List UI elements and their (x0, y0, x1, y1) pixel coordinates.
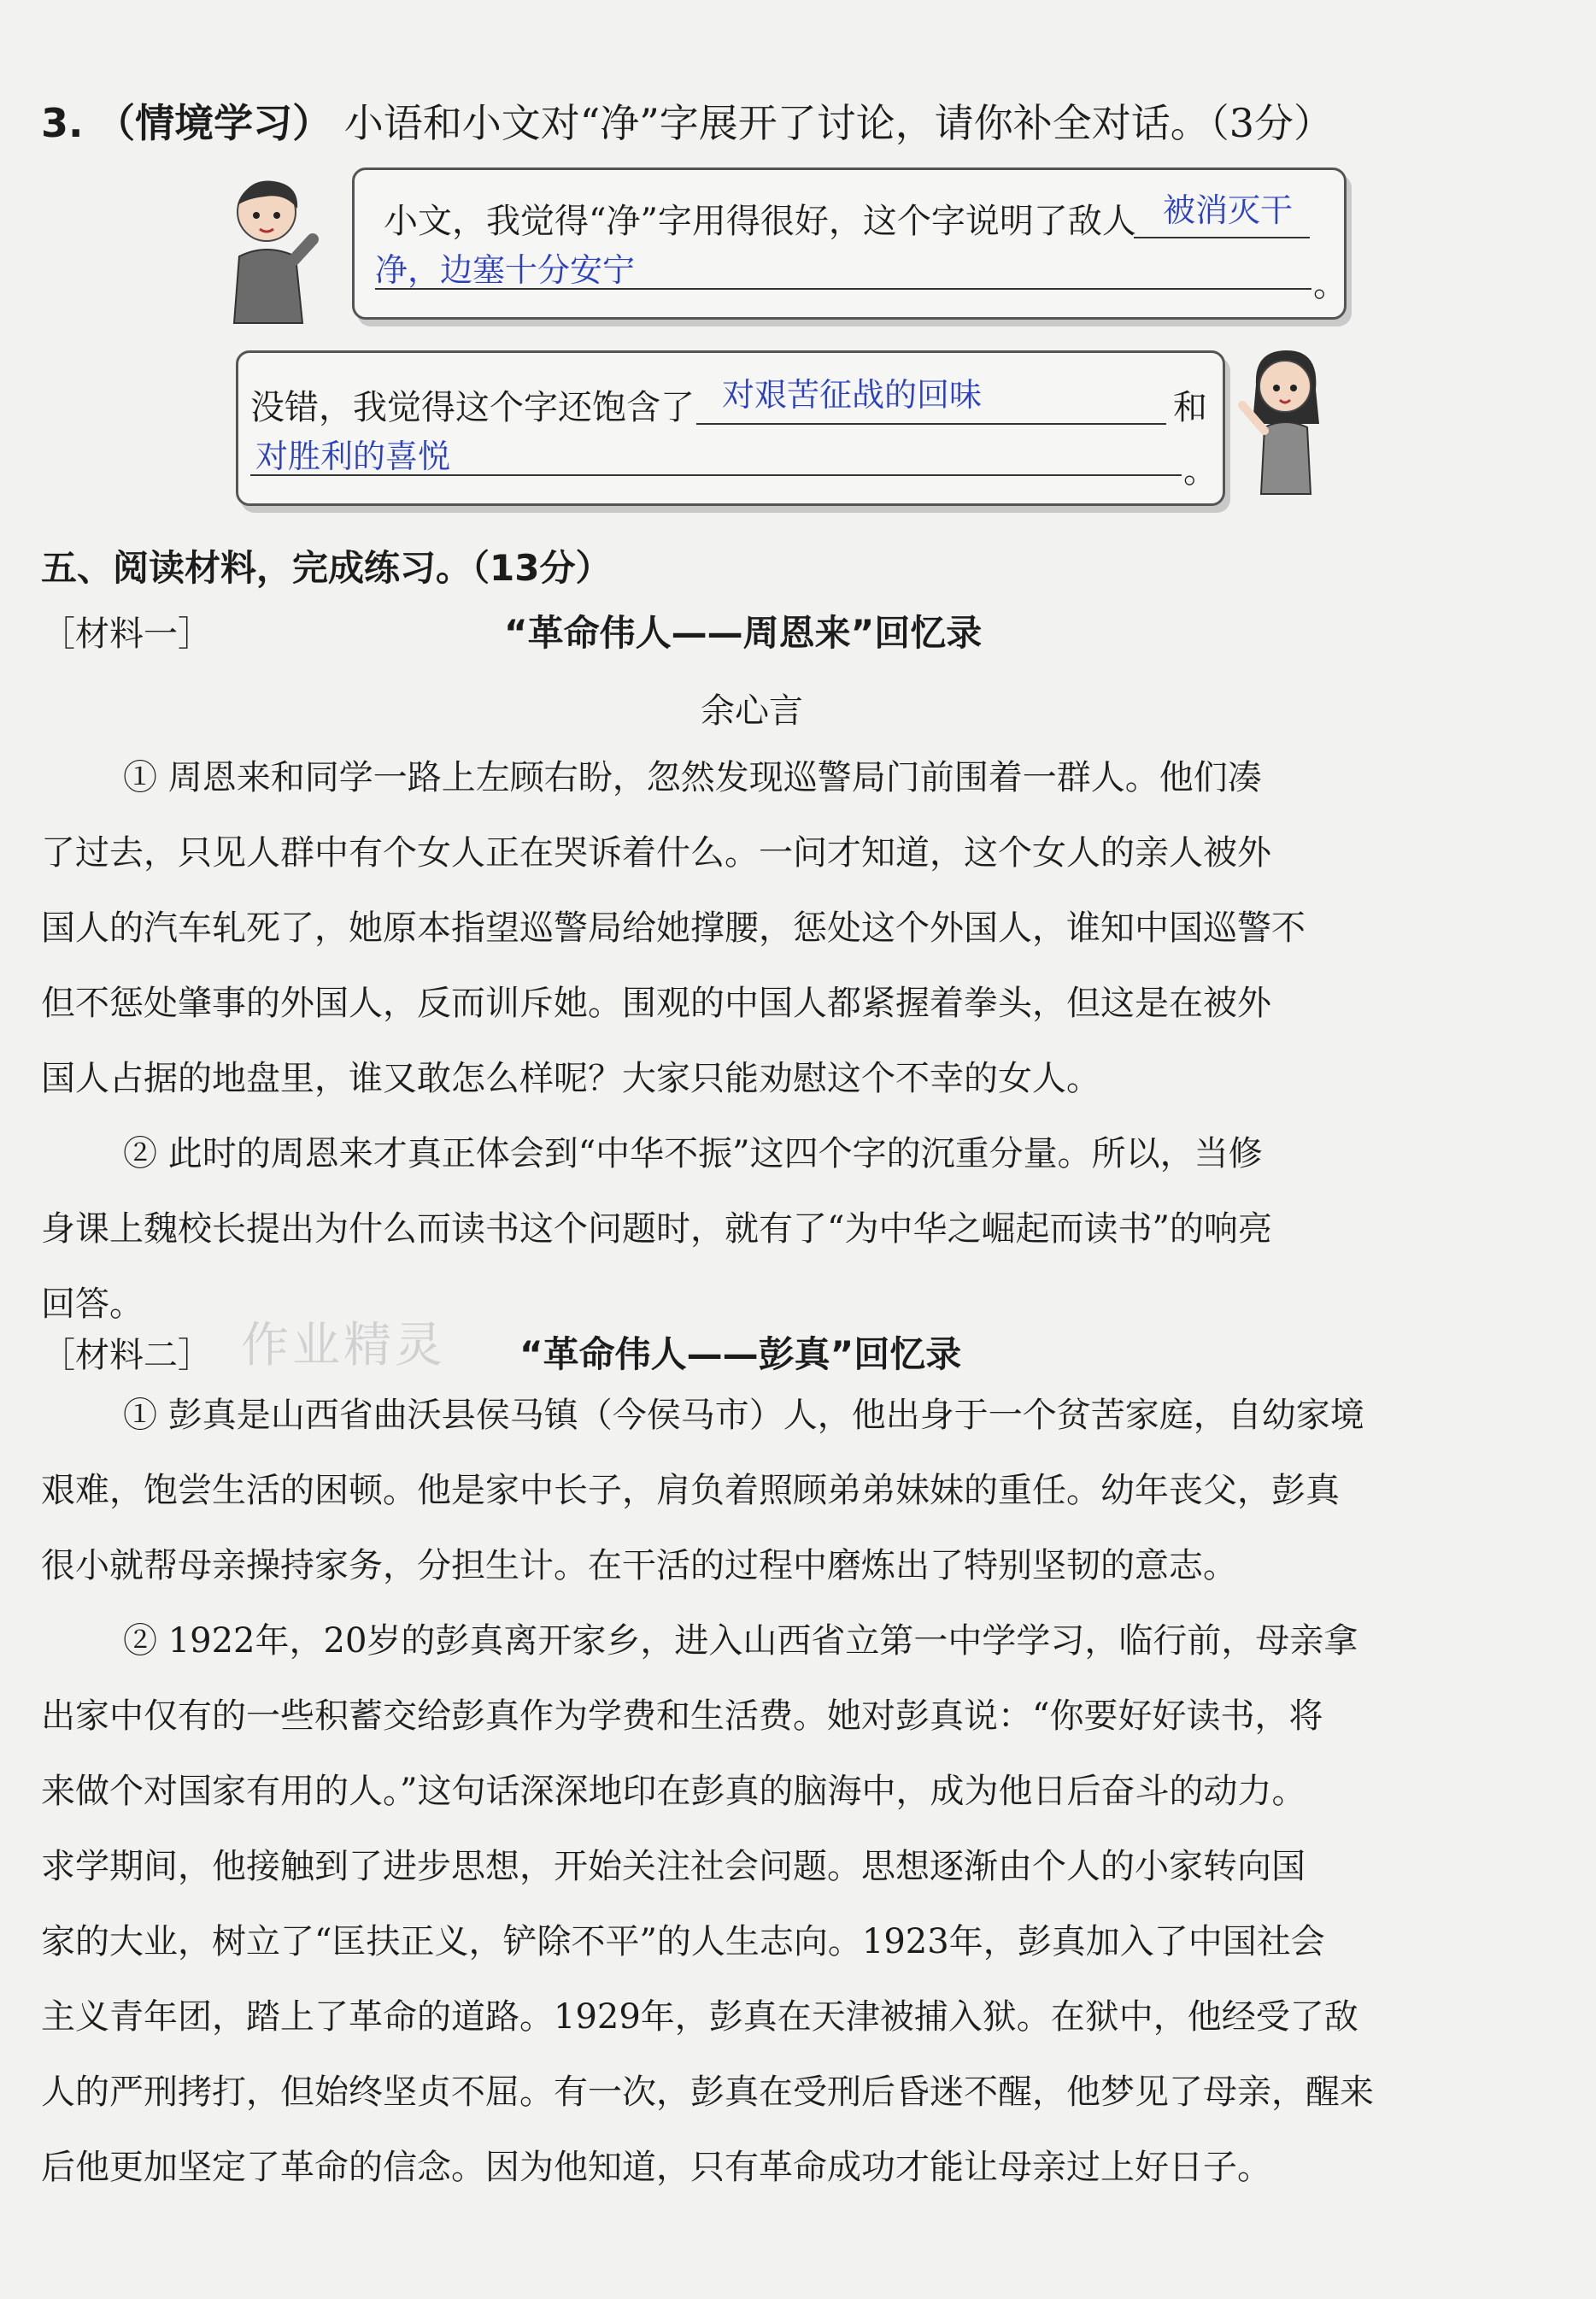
text-line: ① 周恩来和同学一路上左顾右盼，忽然发现巡警局门前围着一群人。他们凑 (123, 758, 1262, 797)
bubble1-end-mark: 。 (1313, 265, 1347, 304)
text-line: 了过去，只见人群中有个女人正在哭诉着什么。一问才知道，这个女人的亲人被外 (41, 833, 1271, 873)
girl-character-illustration (1230, 342, 1341, 496)
bubble2-end-mark: 。 (1183, 451, 1218, 491)
material-1-label: ［材料一］ (41, 614, 212, 654)
question-3-heading (41, 92, 1333, 149)
bubble2-answer-part2: 对胜利的喜悦 (255, 438, 451, 475)
material-1-paragraph-1 (41, 740, 1485, 1116)
text-line: 很小就帮母亲操持家务，分担生计。在干活的过程中磨炼出了特别坚韧的意志。 (41, 1546, 1237, 1585)
text-line: 出家中仅有的一些积蓄交给彭真作为学费和生活费。她对彭真说：“你要好好读书，将 (41, 1696, 1323, 1736)
section-5-title: 五、阅读材料，完成练习。（13分） (41, 547, 612, 589)
text-line: ① 彭真是山西省曲沃县侯马镇（今侯马市）人，他出身于一个贫苦家庭，自幼家境 (123, 1396, 1364, 1435)
material-1-author: 余心言 (701, 691, 803, 731)
material-2-paragraph-1 (41, 1378, 1485, 1603)
text-line: 家的大业，树立了“匡扶正义，铲除不平”的人生志向。1923年，彭真加入了中国社会 (41, 1922, 1325, 1961)
bubble1-text: 小文，我觉得“净”字用得很好，这个字说明了敌人 (384, 202, 1136, 241)
material-2-label: ［材料二］ (41, 1336, 212, 1375)
boy-character-illustration (214, 171, 325, 325)
speech-bubble-xiaoyu (236, 350, 1225, 506)
text-line: 求学期间，他接触到了进步思想，开始关注社会问题。思想逐渐由个人的小家转向国 (41, 1847, 1306, 1886)
bubble2-blank-line-1[interactable] (696, 423, 1166, 425)
text-line: ② 此时的周恩来才真正体会到“中华不振”这四个字的沉重分量。所以，当修 (123, 1134, 1263, 1173)
text-line: 主义青年团，踏上了革命的道路。1929年，彭真在天津被捕入狱。在狱中，他经受了敌 (41, 1997, 1358, 2037)
question-number: 3. (41, 100, 84, 146)
bubble1-answer-part1: 被消灭干 (1163, 191, 1294, 229)
bubble2-answer-part1: 对艰苦征战的回味 (722, 376, 983, 414)
text-line: 身课上魏校长提出为什么而读书这个问题时，就有了“为中华之崛起而读书”的响亮 (41, 1209, 1272, 1249)
text-line: 回答。 (41, 1285, 144, 1324)
text-line: 人的严刑拷打，但始终坚贞不屈。有一次，彭真在受刑后昏迷不醒，他梦见了母亲，醒来 (41, 2073, 1374, 2112)
text-line: 国人占据的地盘里，谁又敢怎么样呢？大家只能劝慰这个不幸的女人。 (41, 1059, 1100, 1098)
bubble2-connector: 和 (1173, 388, 1207, 427)
text-line: 但不惩处肇事的外国人，反而训斥她。围观的中国人都紧握着拳头，但这是在被外 (41, 984, 1271, 1023)
material-2-title: “革命伟人——彭真”回忆录 (519, 1333, 962, 1375)
bubble1-blank-line-1[interactable] (1134, 237, 1310, 238)
material-1-title: “革命伟人——周恩来”回忆录 (504, 612, 983, 654)
bubble1-answer-part2: 净，边塞十分安宁 (375, 251, 636, 289)
question-tag: （情境学习） (96, 100, 332, 146)
material-2-paragraph-2 (41, 1603, 1485, 2205)
watermark-text: 作业精灵 (241, 1318, 446, 1373)
speech-bubble-xiaowen (352, 168, 1347, 320)
text-line: ② 1922年，20岁的彭真离开家乡，进入山西省立第一中学学习，临行前，母亲拿 (123, 1621, 1358, 1661)
text-line: 国人的汽车轧死了，她原本指望巡警局给她撑腰，惩处这个外国人，谁知中国巡警不 (41, 908, 1306, 948)
text-line: 后他更加坚定了革命的信念。因为他知道，只有革命成功才能让母亲过上好日子。 (41, 2148, 1271, 2187)
text-line: 来做个对国家有用的人。”这句话深深地印在彭真的脑海中，成为他日后奋斗的动力。 (41, 1772, 1306, 1811)
question-prompt: 小语和小文对“净”字展开了讨论，请你补全对话。（3分） (343, 100, 1334, 146)
bubble2-text: 没错，我觉得这个字还饱含了 (250, 388, 695, 427)
text-line: 艰难，饱尝生活的困顿。他是家中长子，肩负着照顾弟弟妹妹的重任。幼年丧父，彭真 (41, 1471, 1340, 1510)
